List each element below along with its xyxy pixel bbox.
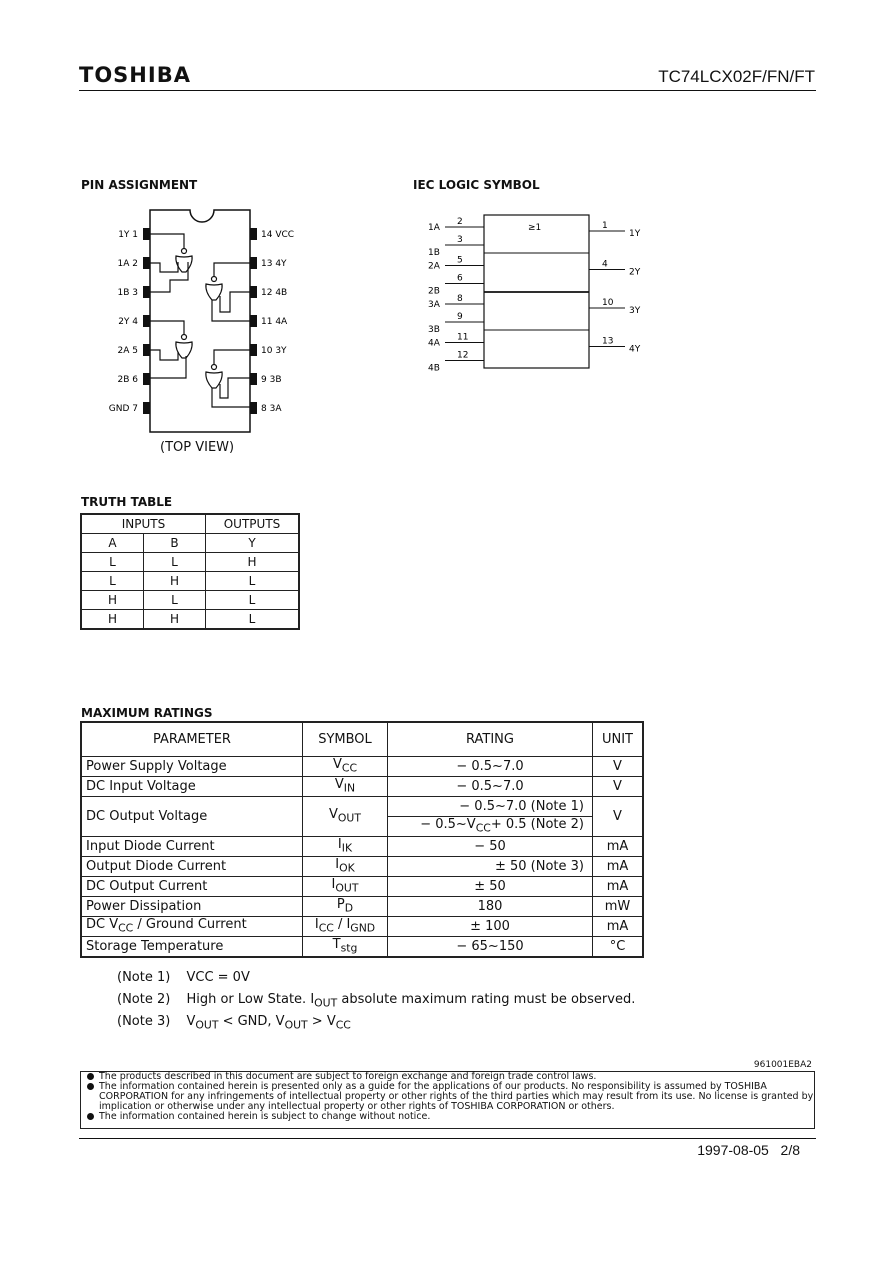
outputs-header: OUTPUTS [206, 514, 300, 534]
table-row: L H L [81, 572, 299, 591]
col-y-header: Y [206, 534, 300, 553]
unit-cell: V [593, 796, 644, 836]
parameter-cell: Output Diode Current [81, 856, 303, 876]
right-pin-label: 11 4A [261, 317, 288, 327]
maximum-ratings-table [80, 721, 644, 958]
col-a-header: A [81, 534, 144, 553]
left-pin-5 [143, 344, 150, 356]
right-pin-labels [261, 230, 294, 414]
parameter-cell: DC Output Voltage [81, 796, 303, 836]
iec-input-label: 3A [428, 300, 440, 310]
right-pin-label: 9 3B [261, 375, 282, 385]
parameter-cell: Power Dissipation [81, 896, 303, 916]
notice-item: The products described in this document are subject to foreign exchange and foreign trade control laws. [81, 1072, 814, 1082]
iec-output-label: 3Y [629, 306, 641, 316]
iec-input-pin: 3 [457, 235, 463, 245]
unit-cell: mA [593, 856, 644, 876]
right-pin-label: 10 3Y [261, 346, 287, 356]
header-rule [79, 90, 816, 91]
table-row: H H L [81, 610, 299, 630]
symbol-cell: $I_{CC} / I_{GND}$ [303, 916, 388, 936]
truth-table [80, 513, 300, 630]
right-pin-marks [250, 228, 257, 414]
company-logo: TOSHIBA [79, 63, 191, 87]
iec-input-label: 1A [428, 223, 440, 233]
unit-header: UNIT [593, 722, 644, 756]
rating-cell: − 0.5~7.0 [388, 756, 593, 776]
notice-item: The information contained herein is subject to change without notice. [81, 1112, 814, 1122]
symbol-cell: $V_{IN}$ [303, 776, 388, 796]
iec-input-pin: 5 [457, 255, 463, 266]
parameter-cell: DC Output Current [81, 876, 303, 896]
right-pin-label: 8 3A [261, 404, 282, 414]
pin-assignment-title: PIN ASSIGNMENT [81, 178, 198, 192]
table-row [81, 916, 643, 936]
rating-cell: ± 100 [388, 916, 593, 936]
left-pin-6 [143, 373, 150, 385]
table-row [81, 876, 643, 896]
iec-output-pin: 13 [602, 336, 614, 347]
unit-cell: mA [593, 876, 644, 896]
table-row: L L H [81, 553, 299, 572]
rating-cell: ± 50 [388, 876, 593, 896]
parameter-cell: Power Supply Voltage [81, 756, 303, 776]
note-2: (Note 2) High or Low State. $I_{OUT}$ absolute maximum rating must be observed. [117, 992, 636, 1010]
left-pin-labels [109, 230, 139, 414]
table-row [81, 936, 643, 957]
note-1: (Note 1) VCC = 0V [117, 970, 250, 985]
left-pin-label: 1B 3 [117, 288, 138, 298]
left-pin-label: 2A 5 [117, 346, 138, 356]
iec-input-pin: 2 [457, 217, 463, 227]
rating-cell: − 0.5~7.0 (Note 1) [388, 796, 593, 816]
right-pin-8 [250, 402, 257, 414]
truth-table-title: TRUTH TABLE [81, 495, 173, 509]
footer-date-page: 1997-08-05 2/8 [697, 1142, 800, 1158]
table-row [81, 836, 643, 856]
iec-output-label: 1Y [629, 229, 641, 239]
left-pin-3 [143, 286, 150, 298]
rating-header: RATING [388, 722, 593, 756]
footer-rule [79, 1138, 816, 1139]
rating-cell: 180 [388, 896, 593, 916]
table-row [81, 776, 643, 796]
unit-cell: mW [593, 896, 644, 916]
unit-cell: mA [593, 836, 644, 856]
iec-logic-symbol-diagram [420, 205, 660, 375]
maximum-ratings-title: MAXIMUM RATINGS [81, 706, 213, 720]
table-row [81, 896, 643, 916]
rating-cell: − 0.5~7.0 [388, 776, 593, 796]
right-pin-label: 14 VCC [261, 230, 295, 240]
rating-cell: − 50 [388, 836, 593, 856]
symbol-cell: $P_D$ [303, 896, 388, 916]
right-pin-9 [250, 373, 257, 385]
iec-input-label: 4B [428, 363, 440, 374]
parameter-cell: Storage Temperature [81, 936, 303, 957]
left-pin-label: 2Y 4 [118, 317, 138, 327]
doc-code: 961001EBA2 [753, 1060, 812, 1070]
right-pin-label: 12 4B [261, 288, 288, 298]
maximum-ratings-body [81, 756, 643, 957]
table-row [81, 796, 643, 816]
right-pin-13 [250, 257, 257, 269]
symbol-cell: $I_{IK}$ [303, 836, 388, 856]
parameter-cell: DC $V_{CC}$ / Ground Current [81, 916, 303, 936]
iec-input-label: 2B [428, 286, 440, 297]
iec-logic-symbol-title: IEC LOGIC SYMBOL [413, 178, 540, 192]
symbol-cell: $T_{stg}$ [303, 936, 388, 957]
unit-cell: V [593, 756, 644, 776]
iec-input-label: 1B [428, 248, 440, 258]
left-pin-2 [143, 257, 150, 269]
inputs-header: INPUTS [81, 514, 206, 534]
iec-input-label: 3B [428, 325, 440, 335]
symbol-cell: $I_{OUT}$ [303, 876, 388, 896]
iec-input-pin: 9 [457, 312, 463, 322]
iec-output-pin: 1 [602, 221, 608, 231]
top-view-label: (TOP VIEW) [160, 440, 235, 455]
iec-input-pin: 6 [457, 273, 463, 284]
iec-input-pin: 8 [457, 294, 463, 304]
left-pin-label: 1A 2 [117, 259, 138, 269]
legal-notice-box [80, 1071, 815, 1129]
pin-assignment-diagram [100, 200, 330, 440]
left-pin-label: GND 7 [108, 404, 138, 414]
internal-nor-gates [150, 234, 250, 407]
gate-function-label: ≥1 [528, 223, 542, 233]
iec-output-label: 2Y [629, 267, 641, 278]
right-pin-11 [250, 315, 257, 327]
table-row [81, 756, 643, 776]
table-row: H L L [81, 591, 299, 610]
left-pin-7 [143, 402, 150, 414]
rating-cell: − 65~150 [388, 936, 593, 957]
iec-input-pin: 12 [457, 350, 469, 361]
part-number: TC74LCX02F/FN/FT [658, 67, 815, 86]
iec-output-label: 4Y [629, 344, 641, 355]
col-b-header: B [144, 534, 206, 553]
left-pin-4 [143, 315, 150, 327]
unit-cell: °C [593, 936, 644, 957]
right-pin-label: 13 4Y [261, 259, 287, 269]
notice-item: The information contained herein is presented only as a guide for the applications of our products. No responsibility is assumed by TOSHIBA CORPORATION for any infringements of intellectual property or other rights of the third parties which may result from its use. No license is granted by implication or otherwise under any intellectual property or other rights of TOSHIBA CORPORATION or others. [81, 1082, 814, 1112]
symbol-cell: $V_{OUT}$ [303, 796, 388, 836]
left-pin-label: 2B 6 [117, 375, 138, 385]
right-pin-14 [250, 228, 257, 240]
symbol-cell: $V_{CC}$ [303, 756, 388, 776]
iec-input-pin: 11 [457, 332, 469, 343]
unit-cell: mA [593, 916, 644, 936]
iec-output-pin: 10 [602, 298, 614, 308]
unit-cell: V [593, 776, 644, 796]
right-pin-12 [250, 286, 257, 298]
left-pin-label: 1Y 1 [118, 230, 138, 240]
right-pin-10 [250, 344, 257, 356]
rating-cell: ± 50 (Note 3) [388, 856, 593, 876]
left-pin-1 [143, 228, 150, 240]
table-row [81, 856, 643, 876]
parameter-header: PARAMETER [81, 722, 303, 756]
iec-input-label: 2A [428, 261, 440, 272]
parameter-cell: Input Diode Current [81, 836, 303, 856]
symbol-cell: $I_{OK}$ [303, 856, 388, 876]
symbol-header: SYMBOL [303, 722, 388, 756]
iec-output-pin: 4 [602, 259, 608, 270]
left-pin-marks [143, 228, 150, 414]
note-3: (Note 3) $V_{OUT}$ < GND, $V_{OUT} > V_{CC}$ [117, 1014, 351, 1032]
iec-gate-pins [428, 217, 641, 374]
rating-cell: − $0.5\sim V_{CC}+ 0.5$ (Note 2) [388, 816, 593, 836]
iec-input-label: 4A [428, 338, 440, 349]
parameter-cell: DC Input Voltage [81, 776, 303, 796]
